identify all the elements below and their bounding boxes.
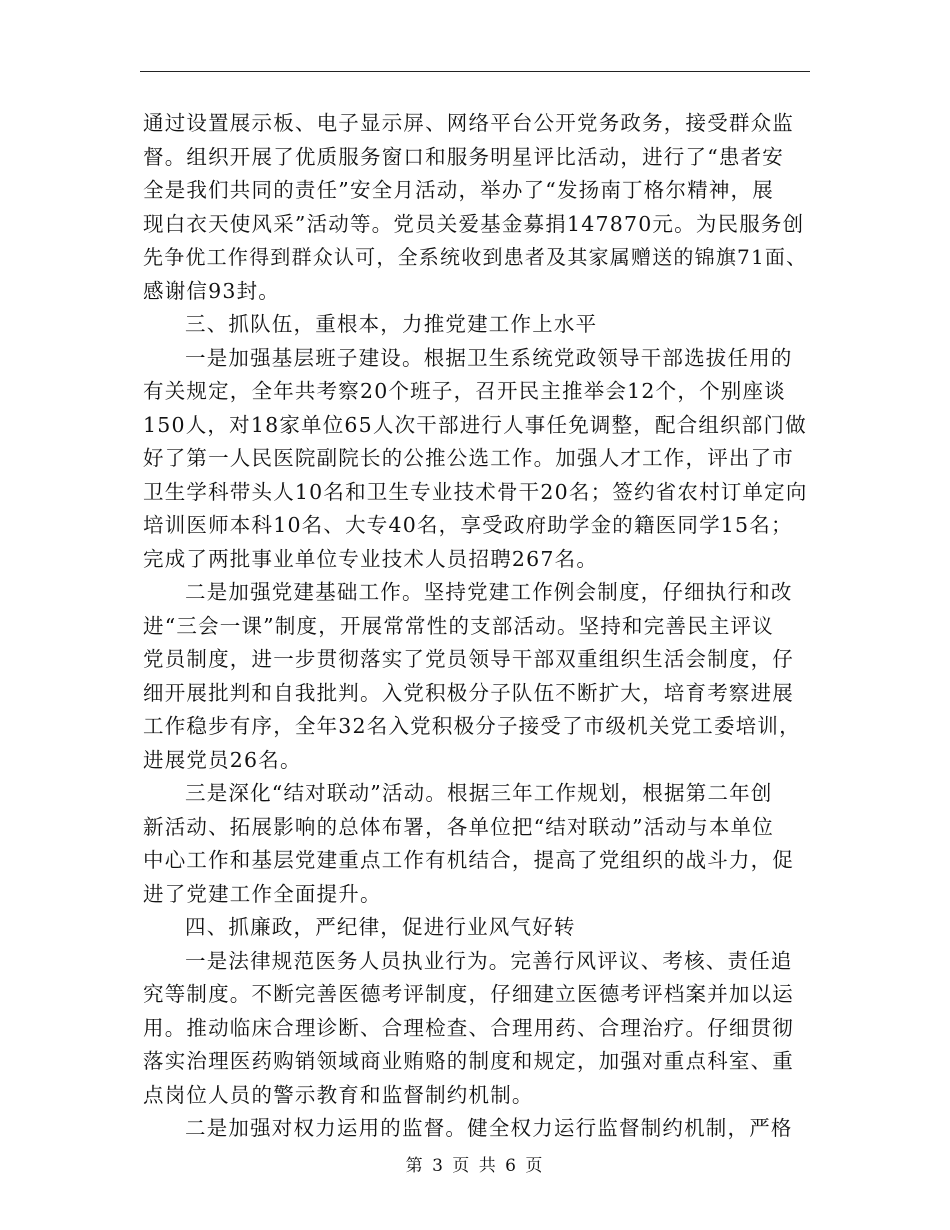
text-line: 进“三会一课”制度，开展常常性的支部活动。坚持和完善民主评议: [143, 613, 774, 638]
section-heading: 三、抓队伍，重根本，力推党建工作上水平: [185, 312, 598, 336]
text-line: 用。推动临床合理诊断、合理检查、合理用药、合理治疗。仔细贯彻: [143, 1015, 794, 1040]
text-line: 感谢信93封。: [143, 278, 280, 303]
text-line: 点岗位人员的警示教育和监督制约机制。: [143, 1082, 534, 1107]
text-line: 卫生学科带头人10名和卫生专业技术骨干20名；签约省农村订单定向: [143, 479, 808, 504]
page-number-footer: 第 3 页 共 6 页: [405, 1156, 545, 1176]
text-line: 新活动、拓展影响的总体布署，各单位把“结对联动”活动与本单位: [143, 814, 774, 839]
text-line: 二是加强对权力运用的监督。健全权力运行监督制约机制，严格: [185, 1116, 793, 1140]
text-line: 培训医师本科10名、大专40名，享受政府助学金的籍医同学15名；: [143, 513, 793, 537]
text-line: 有关规定，全年共考察20个班子，召开民主推举会12个，个别座谈: [143, 379, 786, 403]
text-line: 先争优工作得到群众认可，全系统收到患者及其家属赠送的锦旗71面、: [143, 245, 808, 269]
body-text: [143, 107, 813, 1146]
text-line: 细开展批判和自我批判。入党积极分子队伍不断扩大，培育考察进展: [143, 680, 794, 705]
text-line: 完成了两批事业单位专业技术人员招聘267名。: [143, 546, 599, 571]
text-line: 工作稳步有序，全年32名入党积极分子接受了市级机关党工委培训，: [143, 714, 801, 738]
text-line: 通过设置展示板、电子显示屏、网络平台公开党务政务，接受群众监: [143, 111, 794, 135]
text-line: 党员制度，进一步贯彻落实了党员领导干部双重组织生活会制度，仔: [143, 647, 794, 671]
text-line: 二是加强党建基础工作。坚持党建工作例会制度，仔细执行和改: [185, 580, 793, 604]
text-line: 三是深化“结对联动”活动。根据三年工作规划，根据第二年创: [185, 781, 773, 805]
text-line: 150人，对18家单位65人次干部进行人事任免调整，配合组织部门做: [143, 412, 807, 437]
text-line: 一是加强基层班子建设。根据卫生系统党政领导干部选拔任用的: [185, 345, 793, 370]
text-line: 全是我们共同的责任”安全月活动，举办了“发扬南丁格尔精神，展: [143, 178, 774, 202]
text-line: 落实治理医药购销领域商业贿赂的制度和规定，加强对重点科室、重: [143, 1049, 794, 1073]
text-line: 进展党员26名。: [143, 747, 302, 772]
text-line: 现白衣天使风采”活动等。党员关爱基金募捐147870元。为民服务创: [143, 211, 805, 236]
text-line: 一是法律规范医务人员执业行为。完善行风评议、考核、责任追: [185, 948, 793, 973]
section-heading: 四、抓廉政，严纪律，促进行业风气好转: [185, 915, 576, 939]
text-line: 进了党建工作全面提升。: [143, 881, 382, 906]
header-rule: [140, 71, 810, 72]
text-line: 中心工作和基层党建重点工作有机结合，提高了党组织的战斗力，促: [143, 848, 794, 872]
text-line: 督。组织开展了优质服务窗口和服务明星评比活动，进行了“患者安: [143, 144, 784, 169]
text-line: 好了第一人民医院副院长的公推公选工作。加强人才工作，评出了市: [143, 446, 794, 470]
text-line: 究等制度。不断完善医德考评制度，仔细建立医德考评档案并加以运: [143, 982, 794, 1006]
